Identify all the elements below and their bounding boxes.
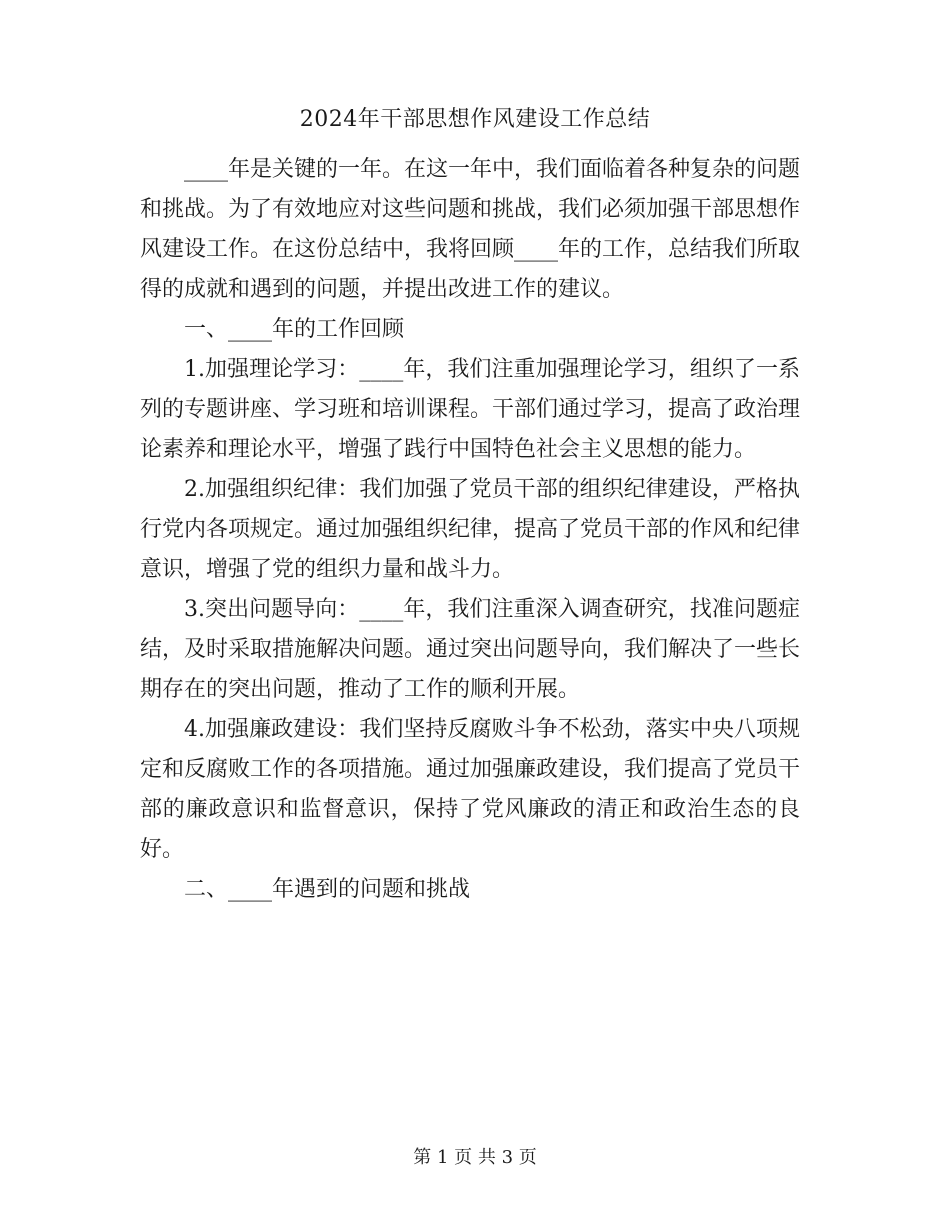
section-heading-review: 一、____年的工作回顾 (184, 317, 405, 342)
intro-paragraph: ____年是关键的一年。在这一年中，我们面临着各种复杂的问题和挑战。为了有效地应对这些问题和挑战，我们必须加强干部思想作风建设工作。在这份总结中，我将回顾____年的工作，总结我们所取得的成就和遇到的问题，并提出改进工作的建议。 (140, 157, 801, 302)
document-title: 2024年干部思想作风建设工作总结 (299, 107, 651, 132)
review-item-discipline: 2.加强组织纪律：我们加强了党员干部的组织纪律建设，严格执行党内各项规定。通过加强组织纪律，提高了党员干部的作风和纪律意识，增强了党的组织力量和战斗力。 (140, 477, 801, 582)
review-item-problem-oriented: 3.突出问题导向：____年，我们注重深入调查研究，找准问题症结，及时采取措施解决问题。通过突出问题导向，我们解决了一些长期存在的突出问题，推动了工作的顺利开展。 (140, 597, 801, 702)
section-heading-problems: 二、____年遇到的问题和挑战 (184, 877, 471, 902)
review-item-theory-study: 1.加强理论学习：____年，我们注重加强理论学习，组织了一系列的专题讲座、学习班和培训课程。干部们通过学习，提高了政治理论素养和理论水平，增强了践行中国特色社会主义思想的能力。 (140, 357, 801, 462)
page-number: 第 1 页 共 3 页 (413, 1147, 537, 1168)
review-item-integrity: 4.加强廉政建设：我们坚持反腐败斗争不松劲，落实中央八项规定和反腐败工作的各项措施。通过加强廉政建设，我们提高了党员干部的廉政意识和监督意识，保持了党风廉政的清正和政治生态的良好。 (140, 717, 801, 862)
document-body (140, 150, 800, 910)
